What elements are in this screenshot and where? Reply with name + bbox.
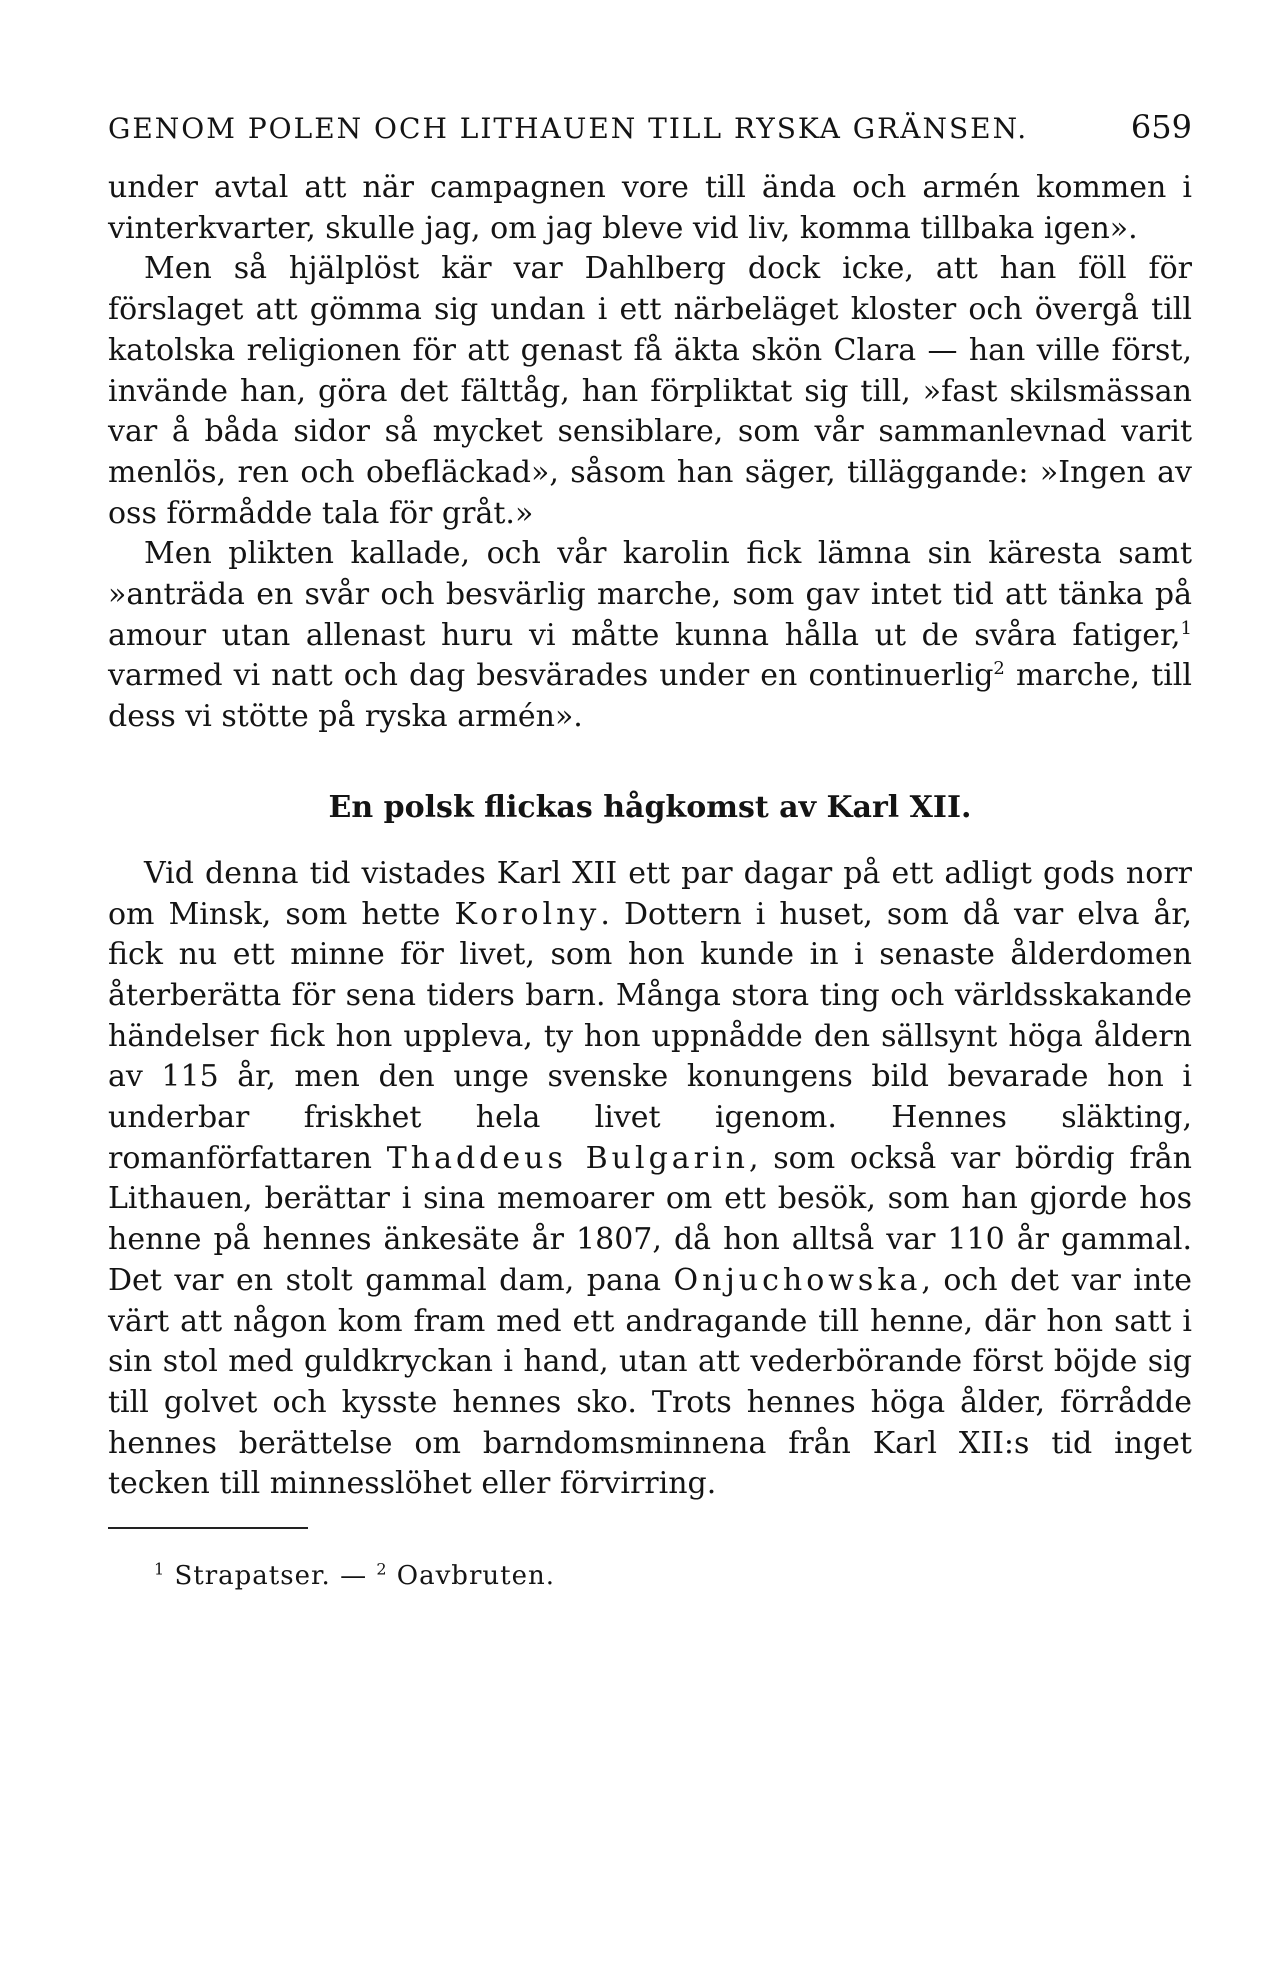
paragraph-4-text-d: , och det var inte värt att någon kom fram med ett andragande till henne, där hon satt i sin stol med guldkryckan i hand, utan att vederbörande först böjde sig till golvet och kysste hennes sko. Trots hennes höga ålder, förrådde hennes berättelse om barndomsminnena från Karl XII:s tid inget tecken till minnesslöhet eller förvirring. (108, 1262, 1192, 1502)
name-onjuchowska: Onjuchowska (673, 1262, 922, 1298)
name-korolny: Korolny (454, 896, 601, 932)
paragraph-1: under avtal att när campagnen vore till ända och armén kommen i vinterkvarter, skulle jag, om jag bleve vid liv, komma tillbaka igen». (108, 170, 1192, 246)
paragraph-4 (108, 854, 1192, 1505)
paragraph-2: Men så hjälplöst kär var Dahlberg dock icke, att han föll för förslaget att gömma sig undan i ett närbeläget kloster och övergå till katolska religionen för att genast få äkta skön Clara — han ville först, invände han, göra det fälttåg, han förpliktat sig till, »fast skilsmässan var å båda sidor så mycket sensiblare, som vår sammanlevnad varit menlös, ren och obefläckad», såsom han säger, tilläggande: »Ingen av oss förmådde tala för gråt.» (108, 251, 1192, 531)
book-page (108, 108, 1192, 1591)
footnotes (108, 1561, 1192, 1591)
paragraph-3-text-a: Men plikten kallade, och vår karolin fick lämna sin käresta samt »anträda en svår och besvärlig marche, som gav intet tid att tänka på amour utan allenast huru vi måtte kunna hålla ut de svåra fatiger, (108, 536, 1192, 653)
footnote-rule (108, 1527, 308, 1529)
paragraph-3 (108, 534, 1192, 738)
name-bulgarin: Thaddeus Bulgarin (386, 1140, 749, 1176)
footnote-ref-1: 1 (1180, 617, 1192, 639)
page-number: 659 (1130, 108, 1192, 146)
paragraph-4-text-a: Vid denna tid vistades Karl XII ett par dagar på ett adligt gods norr om Minsk, som hette (108, 855, 1192, 932)
paragraph-3-text-c: marche, till dess vi stötte på ryska armén». (108, 658, 1192, 735)
paragraph-3-text-b: varmed vi natt och dag besvärades under en continuerlig (108, 658, 994, 694)
footnote-ref-2: 2 (993, 658, 1005, 680)
paragraph-4-text-c: , som också var bördig från Lithauen, berättar i sina memoarer om ett besök, som han gjorde hos henne på hennes änkesäte år 1807, då hon alltså var 110 år gammal. Det var en stolt gammal dam, pana (108, 1140, 1192, 1298)
running-title: GENOM POLEN OCH LITHAUEN TILL RYSKA GRÄNSEN. (108, 112, 1029, 145)
footnote-1-number: 1 (154, 1559, 166, 1579)
running-head (108, 108, 1192, 168)
paragraph-4-text-b: . Dottern i huset, som då var elva år, fick nu ett minne för livet, som hon kunde in i senaste ålderdomen återberätta för sena tiders barn. Många stora ting och världsskakande händelser fick hon uppleva, ty hon uppnådde den sällsynt höga åldern av 115 år, men den unge svenske konungens bild bevarade hon i underbar friskhet hela livet igenom. Hennes släkting, romanförfattaren (108, 896, 1193, 1176)
footnote-2-text: Oavbruten. (387, 1561, 555, 1592)
section-heading: En polsk flickas hågkomst av Karl XII. (328, 789, 972, 825)
footnote-1-text: Strapatser. — (165, 1561, 377, 1592)
footnote-2-number: 2 (376, 1559, 388, 1579)
body-text (108, 168, 1192, 1505)
